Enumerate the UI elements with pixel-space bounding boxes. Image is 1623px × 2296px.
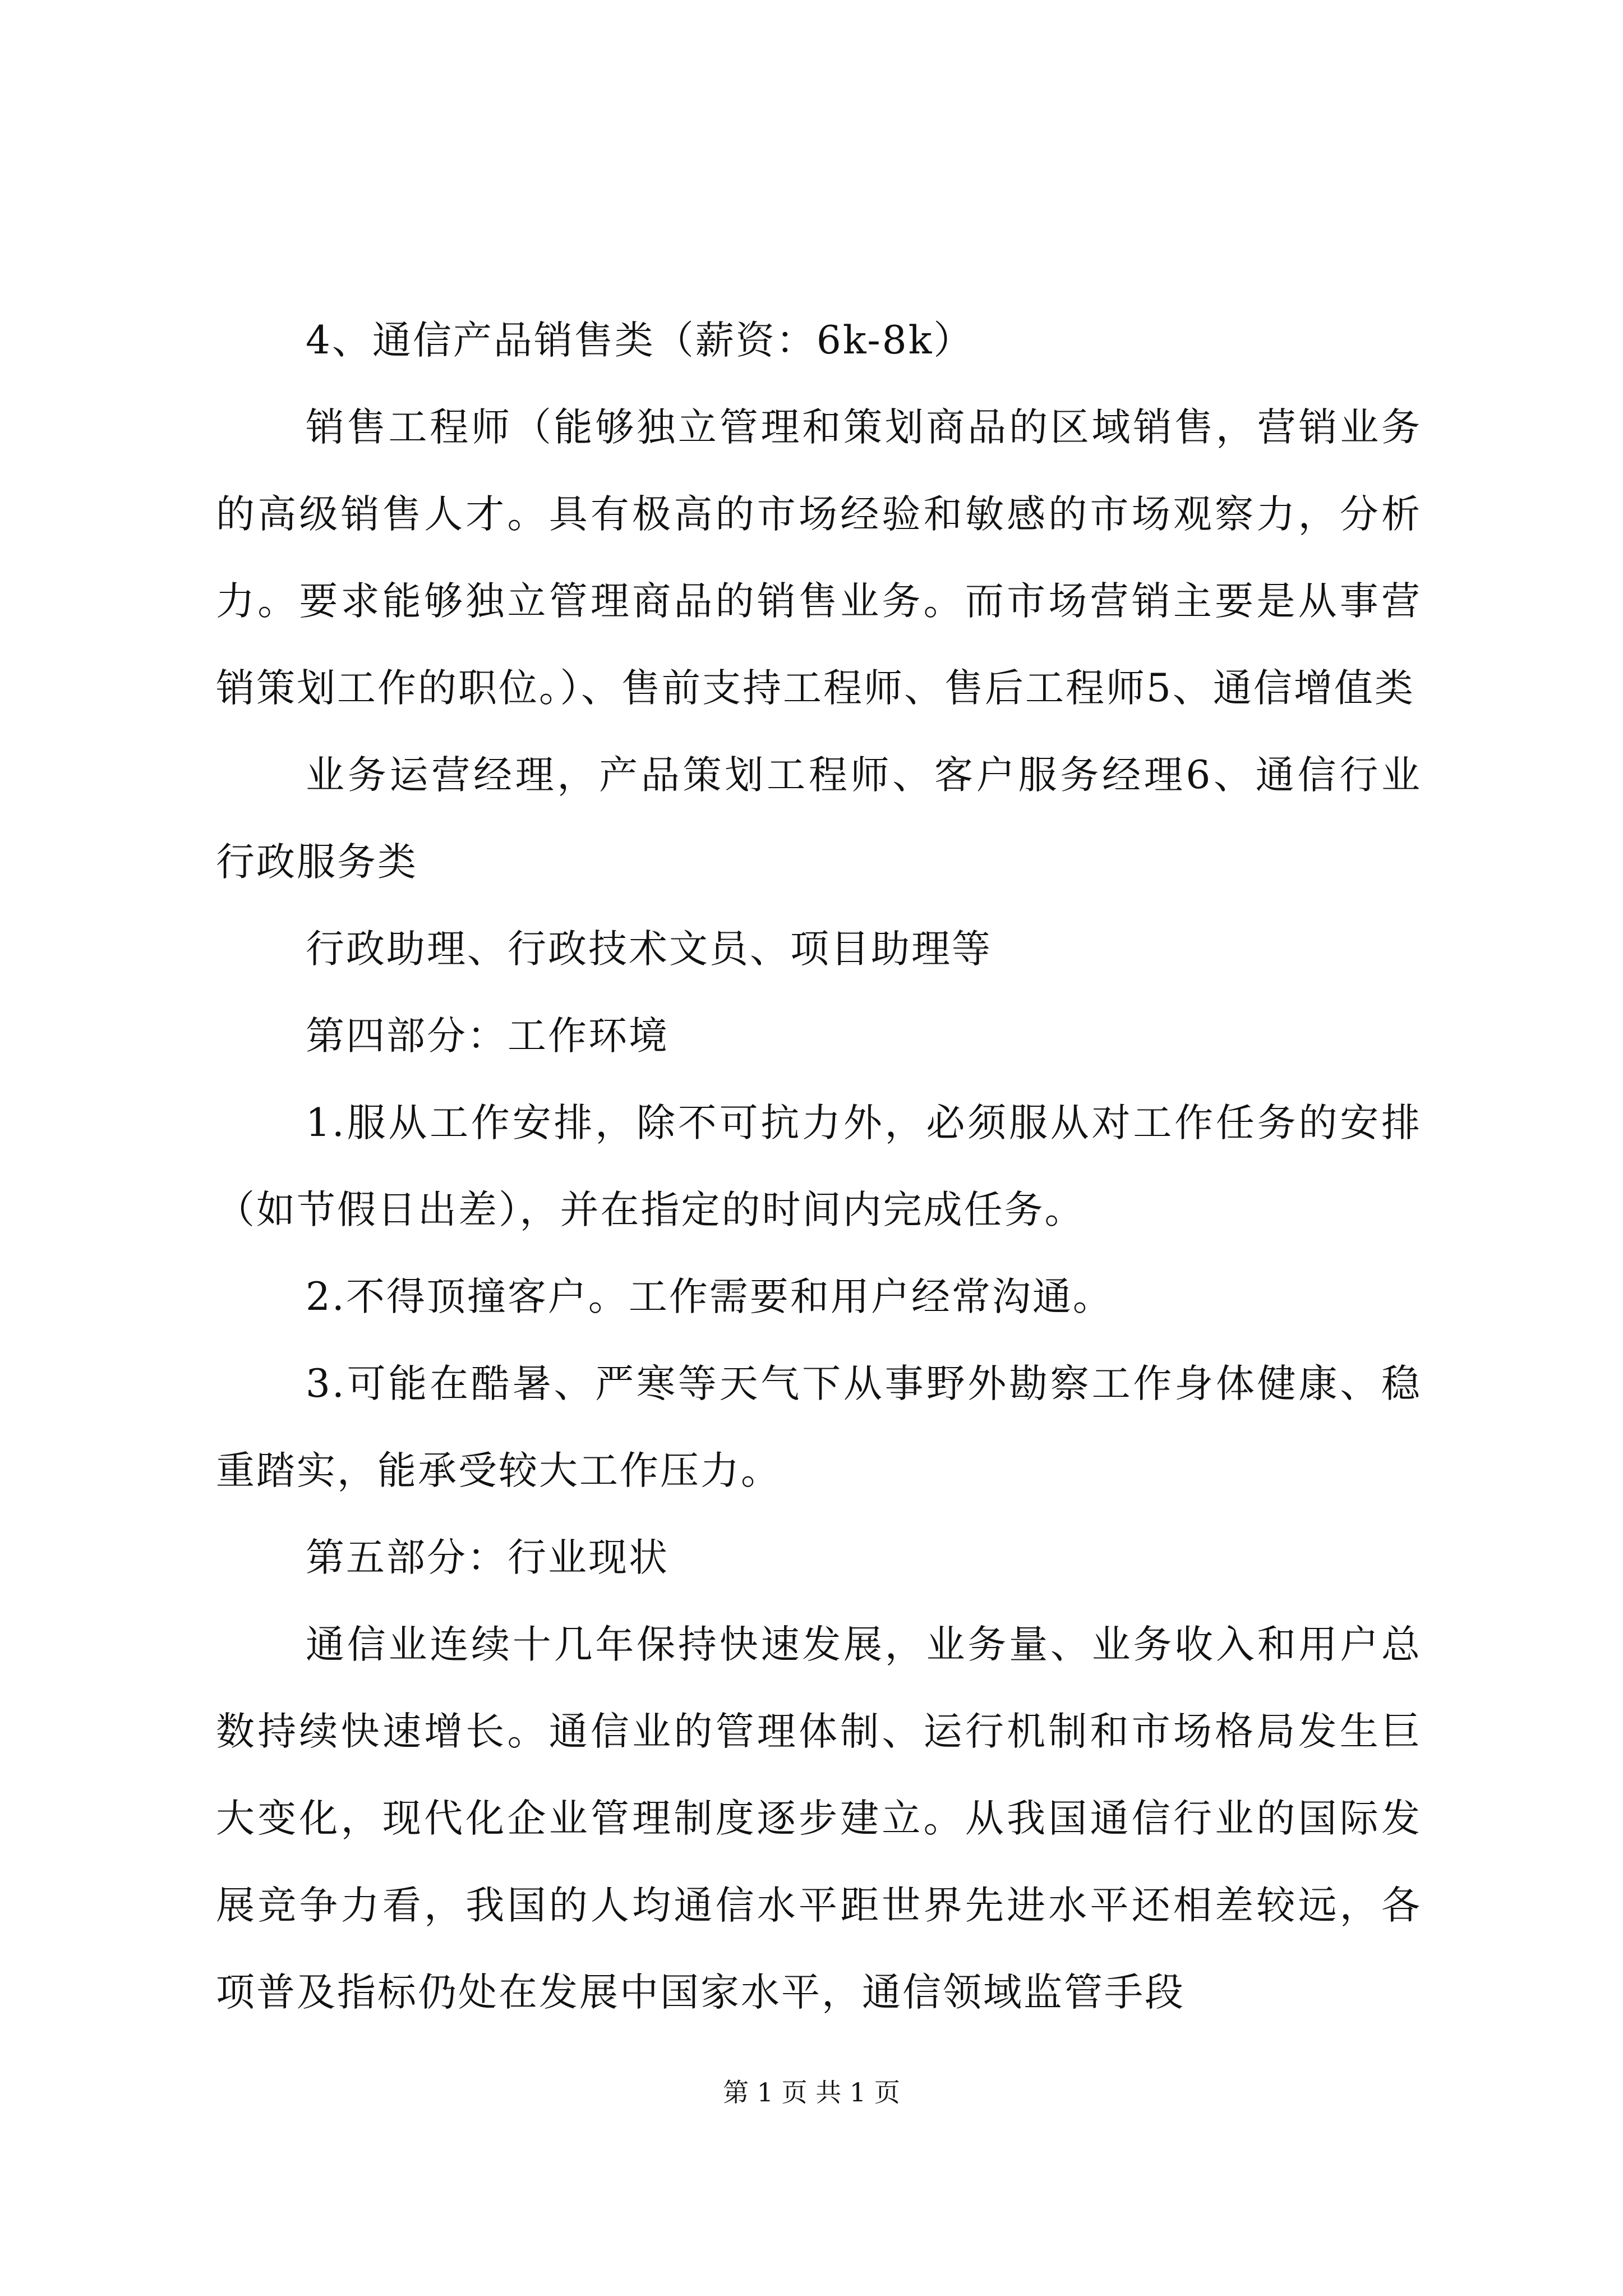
paragraph-sales-category: 4、通信产品销售类（薪资：6k-8k） xyxy=(306,318,974,363)
paragraph-rule-3: 3.可能在酷暑、严寒等天气下从事野外勘察工作身体健康、稳重踏实，能承受较大工作压力。 xyxy=(216,1361,1422,1493)
page-footer: 第 1 页 共 1 页 xyxy=(723,2077,900,2108)
paragraph-admin: 行政助理、行政技术文员、项目助理等 xyxy=(306,927,992,972)
heading-part-four: 第四部分：工作环境 xyxy=(306,1014,669,1059)
paragraph-operations: 业务运营经理，产品策划工程师、客户服务经理6、通信行业行政服务类 xyxy=(216,753,1422,885)
document-body xyxy=(216,297,1422,2036)
paragraph-industry-status: 通信业连续十几年保持快速发展，业务量、业务收入和用户总数持续快速增长。通信业的管理体制、运行机制和市场格局发生巨大变化，现代化企业管理制度逐步建立。从我国通信行业的国际发展竞争力看，我国的人均通信水平距世界先进水平还相差较远，各项普及指标仍处在发展中国家水平，通信领域监管手段 xyxy=(216,1622,1422,2015)
heading-part-five: 第五部分：行业现状 xyxy=(306,1535,669,1580)
paragraph-sales-engineer: 销售工程师（能够独立管理和策划商品的区域销售，营销业务的高级销售人才。具有极高的市场经验和敏感的市场观察力，分析力。要求能够独立管理商品的销售业务。而市场营销主要是从事营销策划工作的职位。）、售前支持工程师、售后工程师5、通信增值类 xyxy=(216,405,1422,711)
paragraph-rule-1: 1.服从工作安排，除不可抗力外，必须服从对工作任务的安排（如节假日出差），并在指定的时间内完成任务。 xyxy=(216,1101,1422,1232)
paragraph-rule-2: 2.不得顶撞客户。工作需要和用户经常沟通。 xyxy=(306,1274,1113,1319)
